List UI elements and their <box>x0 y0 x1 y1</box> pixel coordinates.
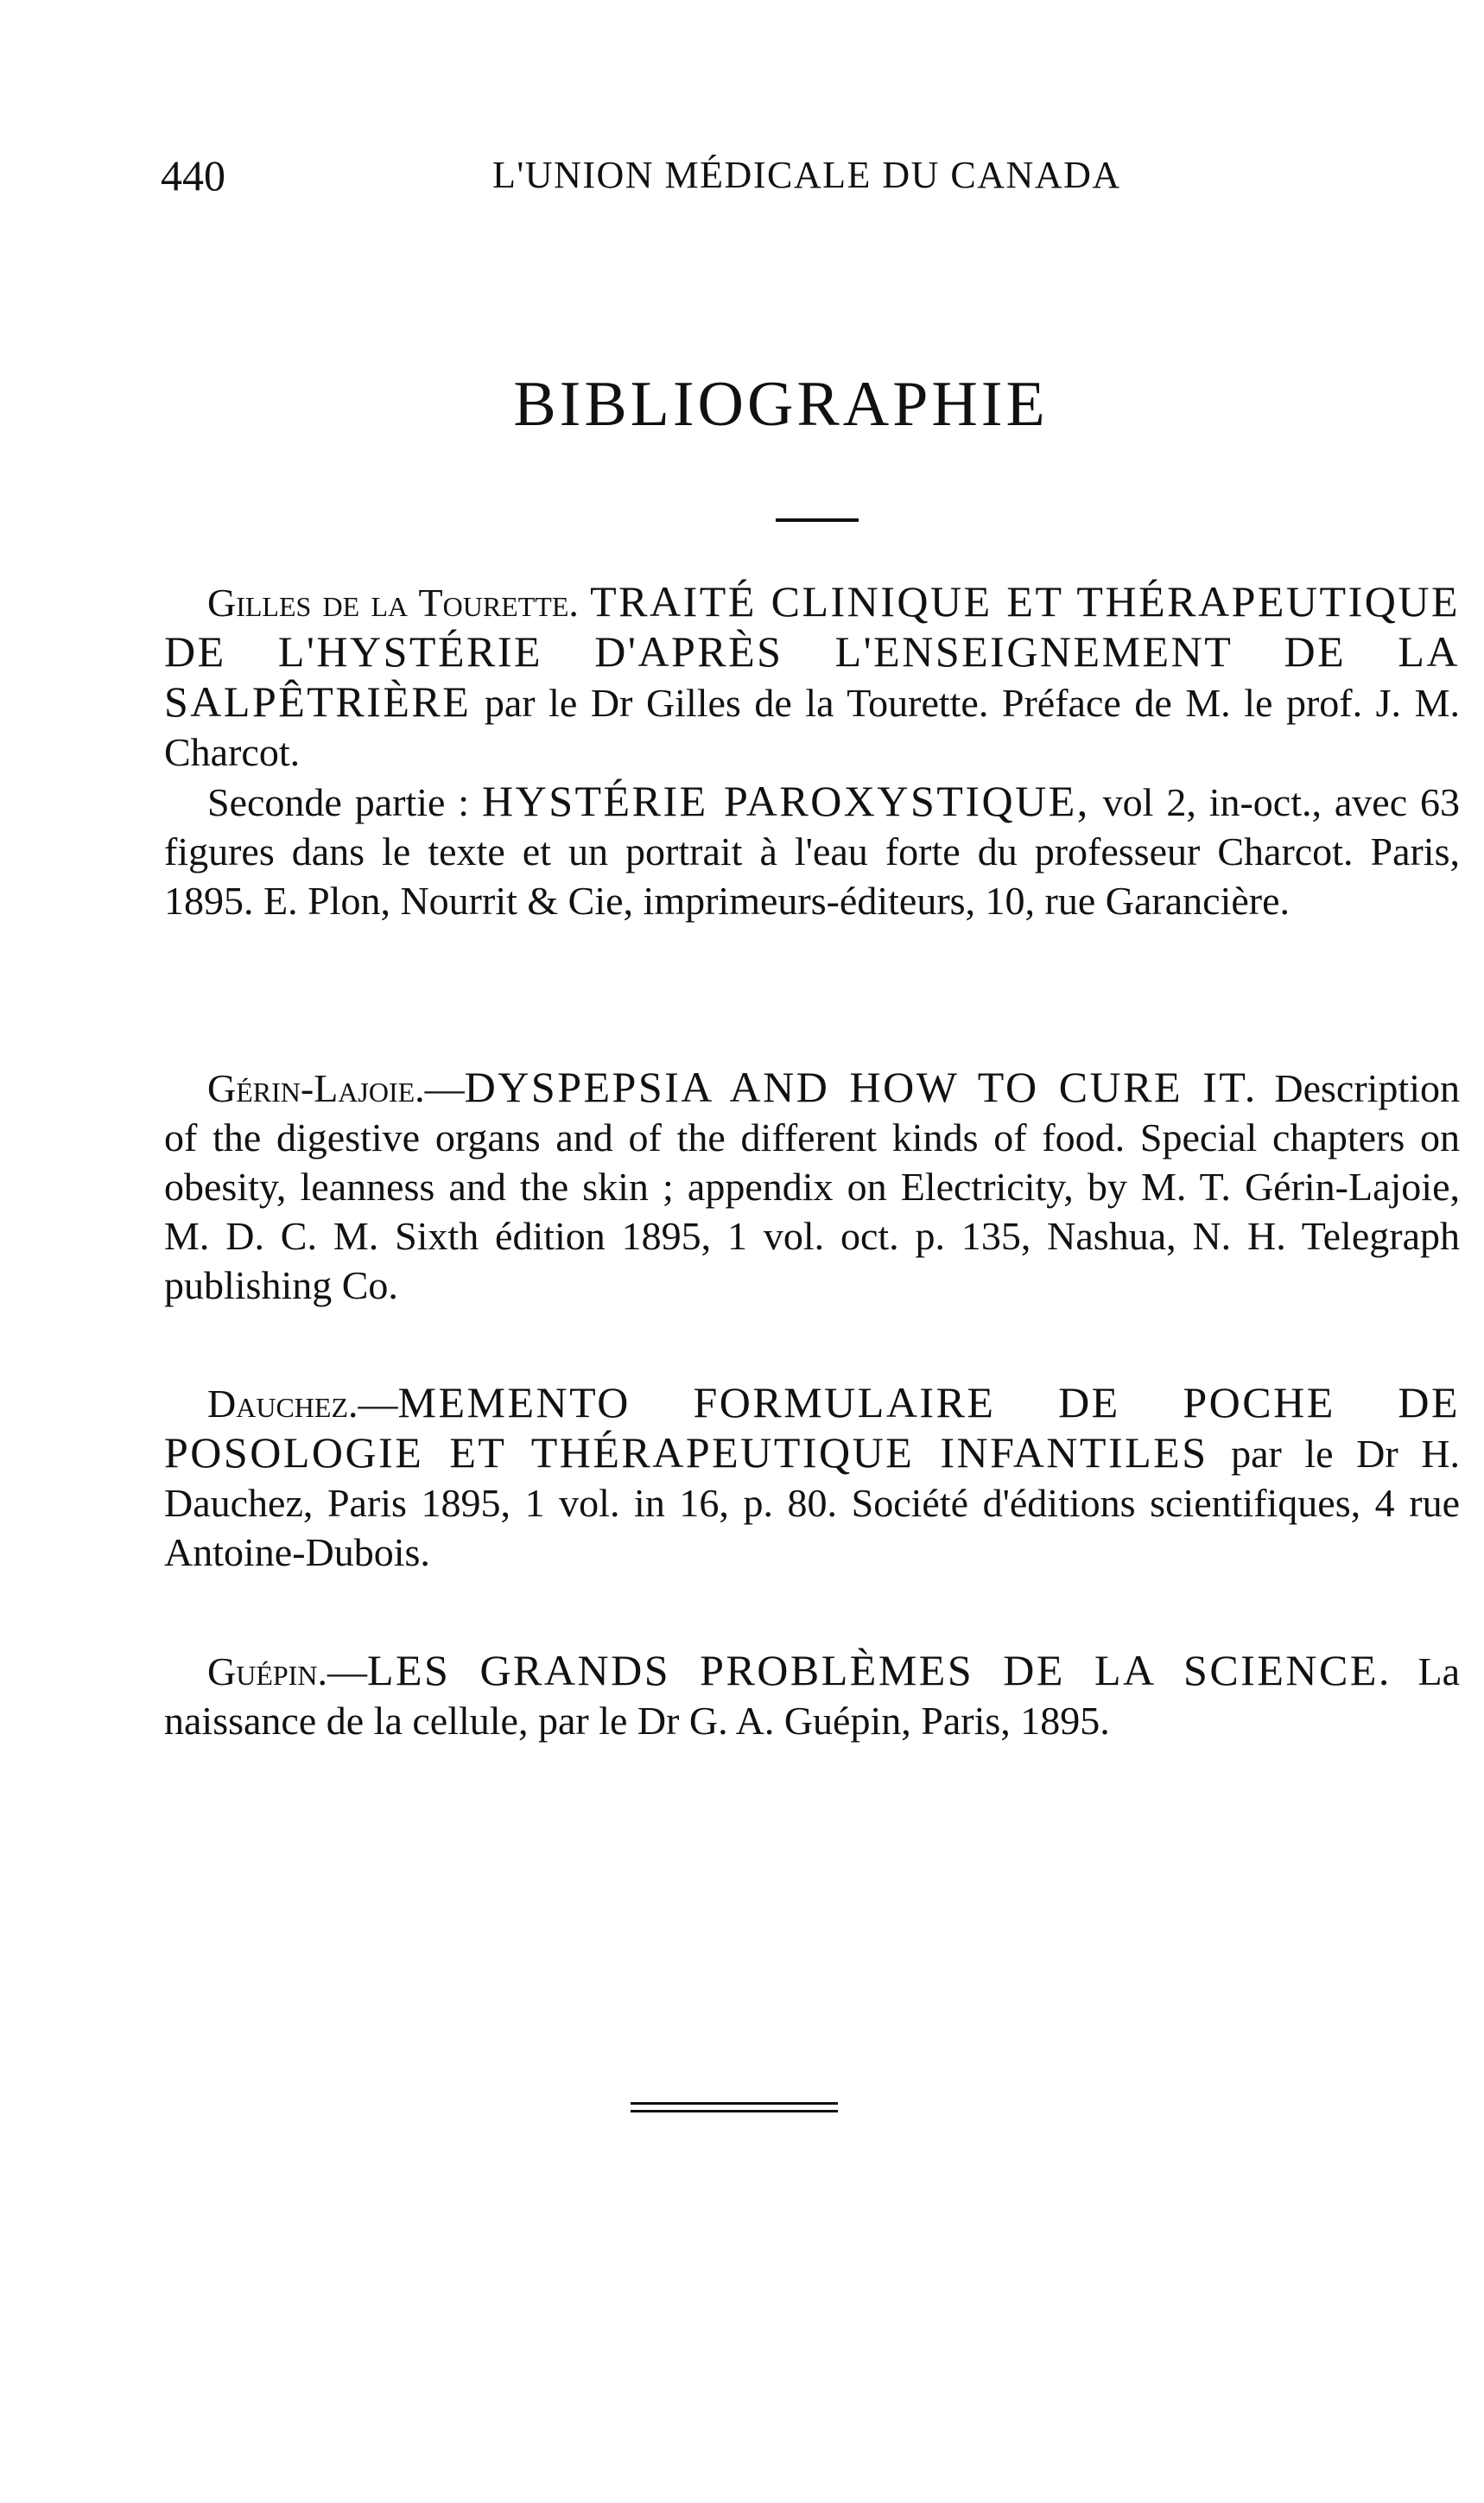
entry-separator: — <box>327 1649 367 1693</box>
section-title: BIBLIOGRAPHIE <box>513 369 1049 440</box>
entry-text: par le Dr H. Dauchez, Paris 1895, 1 vol. in 16, p. 80. Société d'éditions scientifiques, 4 rue Antoine-Dubois. <box>164 1432 1460 1574</box>
entry-text: La naissance de la cellule, par le Dr G. A. Guépin, Paris, 1895. <box>164 1649 1460 1743</box>
entry-work-title: MEMENTO FORMULAIRE DE POCHE DE POSOLOGIE ET THÉRAPEUTIQUE INFANTILES <box>164 1378 1460 1477</box>
entry-paragraph <box>164 1063 1460 1310</box>
bibliography-entry-dauchez <box>164 1378 1460 1577</box>
end-divider-top <box>631 2102 838 2105</box>
entry-separator: — <box>424 1066 465 1110</box>
entry-work-title: TRAITÉ CLINIQUE ET THÉRAPEUTIQUE DE L'HYSTÉRIE D'APRÈS L'ENSEIGNEMENT DE LA SALPÊTRIÈRE <box>164 577 1460 726</box>
entry-author: Gérin-Lajoie. <box>207 1066 425 1110</box>
entry-second-title: HYSTÉRIE PAROXYSTIQUE, <box>481 777 1090 825</box>
entry-paragraph <box>164 577 1460 777</box>
entry-separator: — <box>358 1382 398 1426</box>
entry-work-title: DYSPEPSIA AND HOW TO CURE IT. <box>464 1063 1258 1111</box>
entry-paragraph <box>164 1378 1460 1577</box>
entry-text: Description of the digestive organs and of the different kinds of food. Special chapters on obesity, leanness and the skin ; appendix on Electricity, by M. T. Gérin-Lajoie, M. D. C. M. Sixth édition 1895, 1 vol. oct. p. 135, Nashua, N. H. Telegraph publishing Co. <box>164 1066 1460 1307</box>
bibliography-entry-tourette <box>164 577 1460 925</box>
end-divider-bottom <box>631 2110 838 2112</box>
bibliography-entry-gerin-lajoie <box>164 1063 1460 1310</box>
title-divider <box>776 518 859 522</box>
page-header <box>0 145 1484 206</box>
bibliography-entry-guepin <box>164 1646 1460 1745</box>
page-number: 440 <box>161 151 225 200</box>
entry-paragraph-second <box>164 777 1460 925</box>
entry-work-title: LES GRANDS PROBLÈMES DE LA SCIENCE. <box>366 1646 1392 1694</box>
entry-author: Gilles de la Tourette. <box>207 581 579 625</box>
entry-text: par le Dr Gilles de la Tourette. Préface de M. le prof. J. M. Charcot. <box>164 681 1460 774</box>
entry-paragraph <box>164 1646 1460 1745</box>
entry-author: Guépin. <box>207 1649 327 1693</box>
entry-second-text: vol 2, in-oct., avec 63 figures dans le texte et un portrait à l'eau forte du professeur Charcot. Paris, 1895. E. Plon, Nourrit & Cie, imprimeurs-éditeurs, 10, rue Garancière. <box>164 780 1461 923</box>
entry-author: Dauchez. <box>207 1382 358 1426</box>
running-title: L'UNION MÉDICALE DU CANADA <box>492 154 1121 196</box>
entry-second-label: Seconde partie : <box>207 780 470 824</box>
